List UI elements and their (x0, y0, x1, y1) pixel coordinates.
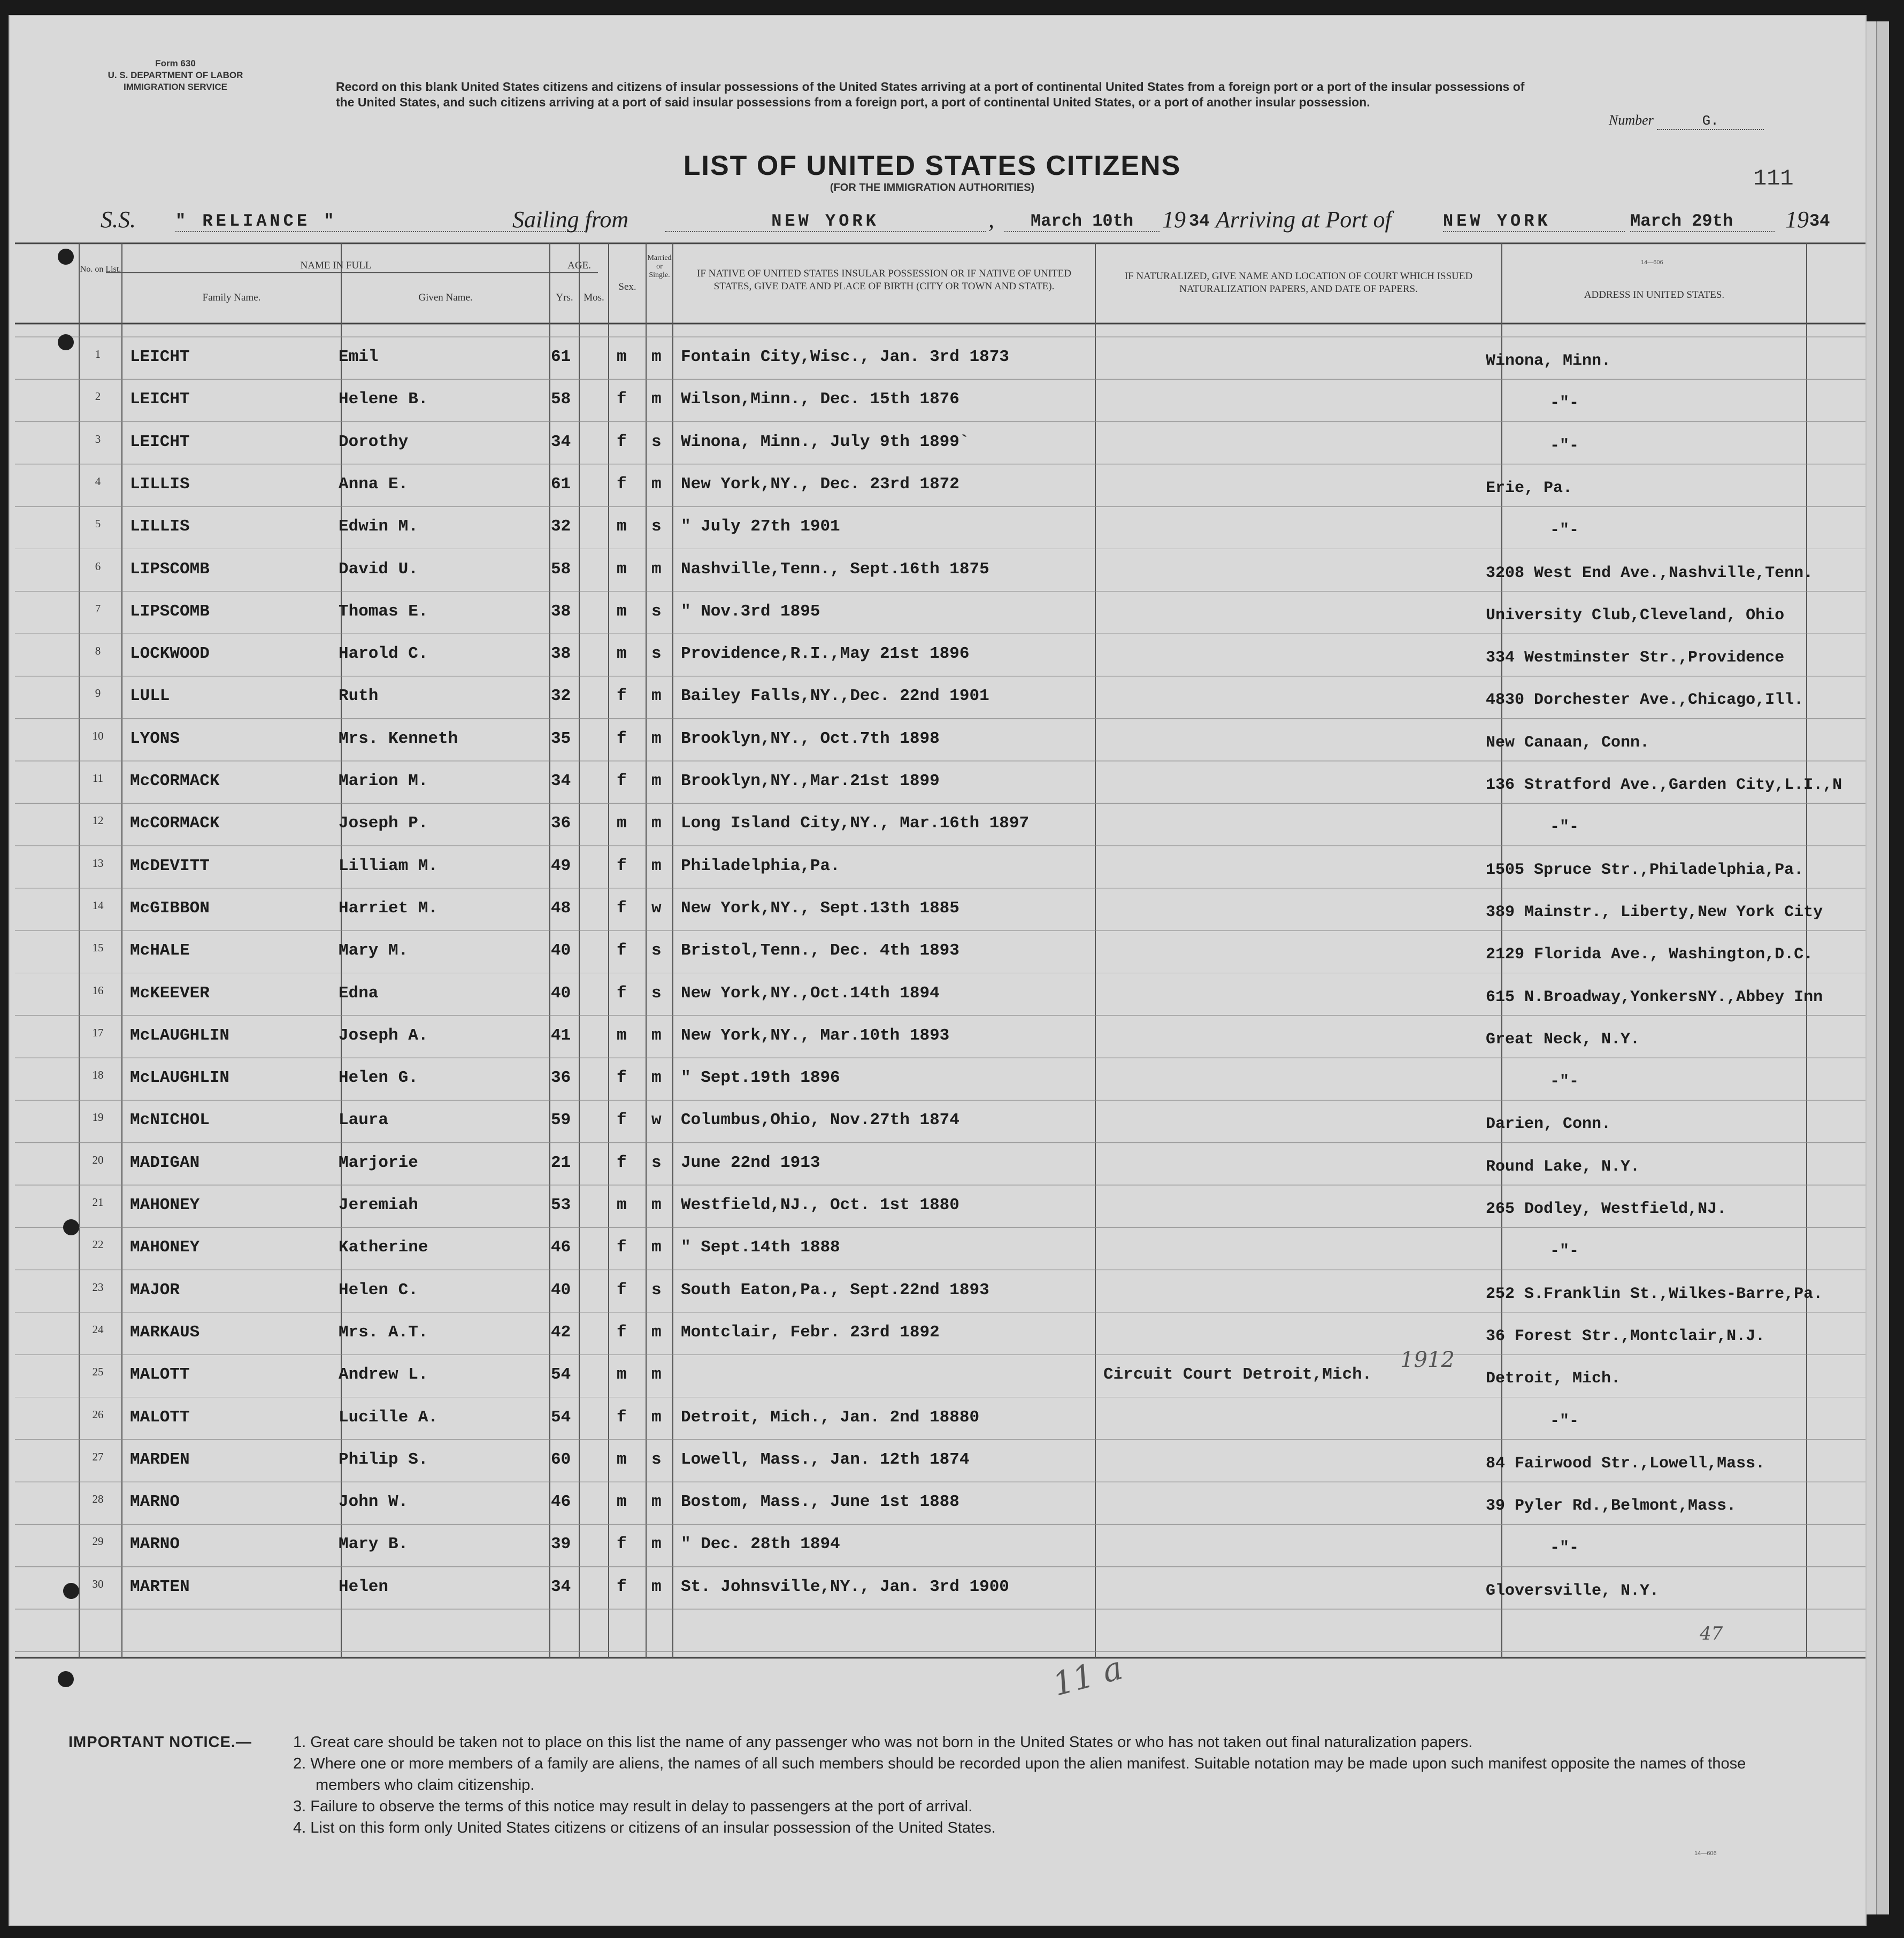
age-years: 54 (551, 1365, 571, 1385)
us-address: 84 Fairwood Str.,Lowell,Mass. (1486, 1454, 1765, 1473)
age-years: 48 (551, 898, 571, 918)
sex: m (617, 348, 627, 366)
family-name: LILLIS (130, 517, 190, 536)
age-years: 39 (551, 1535, 571, 1554)
given-name: Helen (339, 1577, 389, 1596)
age-years: 40 (551, 983, 571, 1003)
age-years: 40 (551, 941, 571, 960)
row-number: 15 (92, 941, 104, 955)
manifest-page (10, 16, 1865, 1925)
row-number: 5 (95, 517, 101, 530)
family-name: MADIGAN (130, 1153, 200, 1172)
age-years: 53 (551, 1196, 571, 1214)
marital-status: m (651, 856, 662, 875)
marital-status: w (651, 898, 662, 918)
family-name: LEICHT (130, 432, 190, 451)
birth-place-date: Detroit, Mich., Jan. 2nd 18880 (681, 1408, 980, 1427)
us-address: -"- (1550, 1539, 1579, 1558)
age-years: 38 (551, 644, 571, 664)
row-number: 6 (95, 559, 101, 573)
given-name: Mrs. Kenneth (339, 729, 458, 748)
us-address: -"- (1550, 521, 1579, 540)
family-name: McCORMACK (130, 814, 220, 833)
us-address: Darien, Conn. (1486, 1115, 1611, 1134)
row-number: 18 (92, 1068, 104, 1082)
birth-place-date: Montclair, Febr. 23rd 1892 (681, 1322, 940, 1342)
marital-status: m (651, 814, 662, 833)
given-name: Harold C. (339, 644, 428, 664)
given-name: Andrew L. (339, 1365, 428, 1385)
marital-status: m (651, 1535, 662, 1554)
row-number: 23 (92, 1280, 104, 1294)
us-address: 334 Westminster Str.,Providence (1486, 649, 1785, 667)
family-name: MARTEN (130, 1577, 190, 1596)
sex: f (617, 1577, 627, 1596)
sex: f (617, 687, 627, 706)
age-years: 34 (551, 772, 571, 790)
birth-place-date: Winona, Minn., July 9th 1899` (681, 432, 970, 451)
given-name: Helen C. (339, 1280, 418, 1299)
given-name: Marjorie (339, 1153, 418, 1172)
given-name: Thomas E. (339, 602, 428, 621)
us-address: Great Neck, N.Y. (1486, 1030, 1640, 1049)
marital-status: m (651, 1408, 662, 1427)
birth-place-date: Bostom, Mass., June 1st 1888 (681, 1493, 959, 1512)
sex: m (617, 1365, 627, 1385)
age-years: 61 (551, 474, 571, 494)
row-number: 14 (92, 898, 104, 912)
us-address: Winona, Minn. (1486, 352, 1611, 370)
sex: m (617, 517, 627, 536)
page-subtitle: (FOR THE IMMIGRATION AUTHORITIES) (830, 182, 1035, 194)
marital-status: m (651, 559, 662, 579)
marital-status: m (651, 1322, 662, 1342)
form-number: Form 630 (155, 58, 196, 68)
depart-year-prefix: 19 (1162, 206, 1186, 233)
birth-place-date: " Sept.14th 1888 (681, 1238, 840, 1257)
row-number: 9 (95, 687, 101, 700)
family-name: McKEEVER (130, 983, 210, 1003)
arrival-year: 34 (1809, 211, 1830, 231)
row-number: 25 (92, 1365, 104, 1379)
sex: f (617, 1408, 627, 1427)
given-name: Mrs. A.T. (339, 1322, 428, 1342)
marital-status: s (651, 1153, 662, 1172)
age-years: 34 (551, 1577, 571, 1596)
row-number: 4 (95, 474, 101, 488)
age-years: 32 (551, 687, 571, 706)
birth-place-date: Bristol,Tenn., Dec. 4th 1893 (681, 941, 959, 960)
birth-place-date: St. Johnsville,NY., Jan. 3rd 1900 (681, 1577, 1009, 1596)
us-address: -"- (1550, 436, 1579, 455)
handwritten-page-mark: 47 (1700, 1623, 1723, 1644)
marital-status: m (651, 729, 662, 748)
given-name: Joseph P. (339, 814, 428, 833)
handwritten-court-year: 1912 (1400, 1348, 1455, 1372)
sex: f (617, 1068, 627, 1088)
birth-place-date: " Sept.19th 1896 (681, 1068, 840, 1088)
birth-place-date: Westfield,NJ., Oct. 1st 1880 (681, 1196, 959, 1214)
sex: m (617, 602, 627, 621)
row-number: 10 (92, 729, 104, 742)
underlying-page-edge-2 (1876, 21, 1889, 1914)
number-value: G. (1657, 113, 1764, 130)
row-number: 2 (95, 390, 101, 403)
header-birth: IF NATIVE OF UNITED STATES INSULAR POSSESSION OR IF NATIVE OF UNITED STATES, GIVE DATE AND PLACE OF BIRTH (CITY OR TOWN AND STATE). (697, 268, 1071, 292)
age-years: 36 (551, 814, 571, 833)
us-address: University Club,Cleveland, Ohio (1486, 606, 1785, 625)
us-address: Gloversville, N.Y. (1486, 1581, 1660, 1600)
marital-status: m (651, 1068, 662, 1088)
row-number: 28 (92, 1493, 104, 1506)
age-years: 59 (551, 1111, 571, 1130)
us-address: 389 Mainstr., Liberty,New York City (1486, 903, 1823, 921)
age-years: 60 (551, 1450, 571, 1469)
marital-status: s (651, 1450, 662, 1469)
birth-place-date: " Dec. 28th 1894 (681, 1535, 840, 1554)
ship-name: " RELIANCE " (175, 211, 587, 232)
age-years: 54 (551, 1408, 571, 1427)
family-name: LIPSCOMB (130, 602, 210, 621)
birth-place-date: Lowell, Mass., Jan. 12th 1874 (681, 1450, 970, 1469)
notice-heading: IMPORTANT NOTICE.— (68, 1734, 252, 1751)
sex: m (617, 1450, 627, 1469)
arriving-label: Arriving at Port of (1216, 206, 1392, 233)
service-name: IMMIGRATION SERVICE (124, 82, 227, 92)
birth-place-date: Philadelphia,Pa. (681, 856, 840, 875)
row-number: 26 (92, 1408, 104, 1421)
sex: f (617, 898, 627, 918)
us-address: 265 Dodley, Westfield,NJ. (1486, 1200, 1727, 1218)
header-yrs: Yrs. (556, 292, 573, 303)
birth-place-date: June 22nd 1913 (681, 1153, 820, 1172)
row-number: 8 (95, 644, 101, 658)
family-name: McHALE (130, 941, 190, 960)
birth-place-date: Brooklyn,NY., Oct.7th 1898 (681, 729, 940, 748)
birth-place-date: New York,NY., Mar.10th 1893 (681, 1026, 950, 1045)
us-address: Round Lake, N.Y. (1486, 1157, 1640, 1176)
us-address: 615 N.Broadway,YonkersNY.,Abbey Inn (1486, 988, 1823, 1006)
birth-place-date: Columbus,Ohio, Nov.27th 1874 (681, 1111, 959, 1130)
marital-status: m (651, 474, 662, 494)
given-name: Katherine (339, 1238, 428, 1257)
page-title: LIST OF UNITED STATES CITIZENS (683, 150, 1181, 181)
header-mos: Mos. (584, 292, 604, 303)
arrival-port: NEW YORK (1443, 211, 1625, 232)
given-name: Ruth (339, 687, 379, 706)
given-name: Harriet M. (339, 898, 439, 918)
age-years: 32 (551, 517, 571, 536)
given-name: Helen G. (339, 1068, 418, 1088)
marital-status: m (651, 1026, 662, 1045)
depart-year: 34 (1189, 211, 1210, 231)
given-name: Joseph A. (339, 1026, 428, 1045)
family-name: McLAUGHLIN (130, 1068, 230, 1088)
us-address: -"- (1550, 1412, 1579, 1431)
sex: f (617, 432, 627, 451)
us-address: 4830 Dorchester Ave.,Chicago,Ill. (1486, 691, 1804, 710)
age-years: 61 (551, 348, 571, 366)
sex: f (617, 983, 627, 1003)
footer-code: 14—606 (1694, 1850, 1717, 1857)
given-name: Mary M. (339, 941, 409, 960)
given-name: Mary B. (339, 1535, 409, 1554)
us-address: -"- (1550, 1073, 1579, 1091)
number-label: Number (1609, 112, 1654, 128)
binder-hole (58, 1671, 74, 1687)
family-name: MARNO (130, 1535, 180, 1554)
header-naturalized: IF NATURALIZED, GIVE NAME AND LOCATION OF COURT WHICH ISSUED NATURALIZATION PAPERS, AND DATE OF PAPERS. (1124, 271, 1473, 295)
age-years: 58 (551, 559, 571, 579)
binder-hole (58, 249, 74, 265)
family-name: MARKAUS (130, 1322, 200, 1342)
birth-place-date: Bailey Falls,NY.,Dec. 22nd 1901 (681, 687, 989, 706)
given-name: Lucille A. (339, 1408, 439, 1427)
row-number: 22 (92, 1238, 104, 1251)
row-number: 20 (92, 1153, 104, 1166)
family-name: LILLIS (130, 474, 190, 494)
arrival-year-prefix: 19 (1785, 206, 1809, 233)
binder-hole (58, 334, 74, 350)
row-number: 12 (92, 814, 104, 827)
marital-status: m (651, 772, 662, 790)
age-years: 38 (551, 602, 571, 621)
us-address: 1505 Spruce Str.,Philadelphia,Pa. (1486, 860, 1804, 879)
given-name: Jeremiah (339, 1196, 418, 1214)
family-name: McGIBBON (130, 898, 210, 918)
family-name: LULL (130, 687, 170, 706)
marital-status: s (651, 941, 662, 960)
birth-place-date: Wilson,Minn., Dec. 15th 1876 (681, 390, 959, 409)
us-address: 36 Forest Str.,Montclair,N.J. (1486, 1327, 1765, 1345)
header-age: AGE. (567, 260, 591, 271)
binder-hole (63, 1219, 79, 1235)
us-address: Erie, Pa. (1486, 479, 1573, 497)
row-number: 11 (92, 772, 104, 785)
sex: m (617, 559, 627, 579)
marital-status: w (651, 1111, 662, 1130)
birth-place-date: " July 27th 1901 (681, 517, 840, 536)
family-name: MARDEN (130, 1450, 190, 1469)
family-name: McCORMACK (130, 772, 220, 790)
sex: f (617, 1280, 627, 1299)
header-sex: Sex. (618, 281, 636, 293)
age-years: 49 (551, 856, 571, 875)
family-name: MAHONEY (130, 1196, 200, 1214)
us-address: New Canaan, Conn. (1486, 733, 1650, 752)
sex: m (617, 1026, 627, 1045)
family-name: LOCKWOOD (130, 644, 210, 664)
row-number: 29 (92, 1535, 104, 1548)
birth-place-date: Fontain City,Wisc., Jan. 3rd 1873 (681, 348, 1009, 366)
handwritten-bottom-note: 11 a (1049, 1649, 1127, 1704)
birth-place-date: Providence,R.I.,May 21st 1896 (681, 644, 970, 664)
row-number: 16 (92, 983, 104, 997)
us-address: -"- (1550, 1242, 1579, 1261)
age-years: 41 (551, 1026, 571, 1045)
marital-status: m (651, 1196, 662, 1214)
binder-hole (63, 1583, 79, 1599)
sex: m (617, 1196, 627, 1214)
row-number: 7 (95, 602, 101, 615)
family-name: MARNO (130, 1493, 180, 1512)
sex: f (617, 856, 627, 875)
age-years: 36 (551, 1068, 571, 1088)
family-name: MAJOR (130, 1280, 180, 1299)
given-name: Anna E. (339, 474, 409, 494)
given-name: Laura (339, 1111, 389, 1130)
given-name: Emil (339, 348, 379, 366)
from-port: NEW YORK (665, 211, 986, 232)
department-name: U. S. DEPARTMENT OF LABOR (108, 70, 243, 80)
sex: f (617, 1238, 627, 1257)
row-number: 19 (92, 1111, 104, 1124)
birth-place-date: New York,NY.,Oct.14th 1894 (681, 983, 940, 1003)
us-address: 39 Pyler Rd.,Belmont,Mass. (1486, 1497, 1737, 1516)
us-address: 2129 Florida Ave., Washington,D.C. (1486, 945, 1814, 964)
row-number: 30 (92, 1577, 104, 1590)
given-name: Marion M. (339, 772, 428, 790)
birth-place-date: Long Island City,NY., Mar.16th 1897 (681, 814, 1030, 833)
family-name: MALOTT (130, 1365, 190, 1385)
given-name: Philip S. (339, 1450, 428, 1469)
sex: m (617, 814, 627, 833)
family-name: MAHONEY (130, 1238, 200, 1257)
header-married: Married or Single. (647, 254, 672, 279)
printing-code: 14—606 (1641, 259, 1663, 266)
row-number: 1 (95, 348, 101, 360)
age-years: 58 (551, 390, 571, 409)
sex: f (617, 729, 627, 748)
birth-place-date: " Nov.3rd 1895 (681, 602, 820, 621)
row-number: 27 (92, 1450, 104, 1463)
family-name: MALOTT (130, 1408, 190, 1427)
us-address: -"- (1550, 394, 1579, 413)
family-name: LEICHT (130, 348, 190, 366)
header-name-in-full: NAME IN FULL (300, 260, 372, 271)
header-no: No. on List. (80, 265, 121, 274)
family-name: McNICHOL (130, 1111, 210, 1130)
age-years: 34 (551, 432, 571, 451)
marital-status: m (651, 390, 662, 409)
given-name: John W. (339, 1493, 409, 1512)
age-years: 21 (551, 1153, 571, 1172)
naturalization-court: Circuit Court Detroit,Mich. (1103, 1365, 1372, 1385)
family-name: LYONS (130, 729, 180, 748)
sex: m (617, 1493, 627, 1512)
sex: f (617, 941, 627, 960)
marital-status: m (651, 687, 662, 706)
row-number: 24 (92, 1322, 104, 1336)
notice-item-2: 2. Where one or more members of a family are aliens, the names of all such members should be recorded upon the alien manifest. Suitable notation may be made upon such manifest opposite the names of those members who claim citizenship. (293, 1755, 1746, 1794)
us-address: -"- (1550, 818, 1579, 837)
header-family-name: Family Name. (202, 292, 261, 303)
sex: f (617, 1322, 627, 1342)
us-address: 136 Stratford Ave.,Garden City,L.I.,N (1486, 776, 1842, 794)
marital-status: m (651, 1577, 662, 1596)
age-years: 40 (551, 1280, 571, 1299)
marital-status: s (651, 432, 662, 451)
sex: f (617, 390, 627, 409)
marital-status: m (651, 1238, 662, 1257)
marital-status: s (651, 517, 662, 536)
us-address: 3208 West End Ave.,Nashville,Tenn. (1486, 564, 1814, 582)
birth-place-date: Brooklyn,NY.,Mar.21st 1899 (681, 772, 940, 790)
depart-date: March 10th (1004, 211, 1160, 232)
header-address: ADDRESS IN UNITED STATES. (1584, 289, 1725, 301)
sex: f (617, 1535, 627, 1554)
sex: m (617, 644, 627, 664)
row-number: 3 (95, 432, 101, 445)
row-number: 21 (92, 1196, 104, 1209)
ss-label: S.S. (101, 206, 136, 233)
family-name: LIPSCOMB (130, 559, 210, 579)
marital-status: s (651, 1280, 662, 1299)
given-name: Edwin M. (339, 517, 418, 536)
marital-status: s (651, 602, 662, 621)
family-name: LEICHT (130, 390, 190, 409)
sex: f (617, 1153, 627, 1172)
sex: f (617, 772, 627, 790)
notice-items (293, 1732, 1812, 1839)
page-stamp-number: 111 (1753, 166, 1794, 191)
sex: f (617, 1111, 627, 1130)
given-name: Helene B. (339, 390, 428, 409)
sailing-label: Sailing from (512, 206, 629, 233)
given-name: David U. (339, 559, 418, 579)
given-name: Lilliam M. (339, 856, 439, 875)
sex: f (617, 474, 627, 494)
birth-place-date: New York,NY., Sept.13th 1885 (681, 898, 959, 918)
marital-status: m (651, 1493, 662, 1512)
given-name: Edna (339, 983, 379, 1003)
birth-place-date: Nashville,Tenn., Sept.16th 1875 (681, 559, 989, 579)
family-name: McDEVITT (130, 856, 210, 875)
marital-status: m (651, 1365, 662, 1385)
header-given-name: Given Name. (418, 292, 473, 303)
notice-item-3: 3. Failure to observe the terms of this notice may result in delay to passengers at the port of arrival. (293, 1798, 973, 1815)
birth-place-date: South Eaton,Pa., Sept.22nd 1893 (681, 1280, 989, 1299)
marital-status: s (651, 983, 662, 1003)
given-name: Dorothy (339, 432, 409, 451)
marital-status: s (651, 644, 662, 664)
row-number: 13 (92, 856, 104, 870)
age-years: 42 (551, 1322, 571, 1342)
age-years: 46 (551, 1493, 571, 1512)
age-years: 46 (551, 1238, 571, 1257)
notice-item-1: 1. Great care should be taken not to place on this list the name of any passenger who was not born in the United States or who has not taken out final naturalization papers. (293, 1734, 1473, 1751)
record-instructions: Record on this blank United States citizens and citizens of insular possessions of the United States arriving at a port of continental United States from a foreign port or a port of the insular possessions of the United States, and such citizens arriving at a port of said insular possessions from a foreign port, a port of continental United States, or a port of another insular possession. (336, 80, 1525, 109)
voyage-line: S.S. " RELIANCE " Sailing from NEW YORK , March 10th 19 34 Arriving at Port of NEW YORK March 29th 19 34 (101, 206, 1830, 233)
arrival-date: March 29th (1630, 211, 1775, 232)
us-address: 252 S.Franklin St.,Wilkes-Barre,Pa. (1486, 1285, 1823, 1303)
underlying-page-edge (1865, 21, 1877, 1914)
notice-item-4: 4. List on this form only United States citizens or citizens of an insular possession of the United States. (293, 1819, 996, 1836)
family-name: McLAUGHLIN (130, 1026, 230, 1045)
birth-place-date: New York,NY., Dec. 23rd 1872 (681, 474, 959, 494)
us-address: Detroit, Mich. (1486, 1370, 1621, 1388)
age-years: 35 (551, 729, 571, 748)
row-number: 17 (92, 1026, 104, 1039)
marital-status: m (651, 348, 662, 366)
